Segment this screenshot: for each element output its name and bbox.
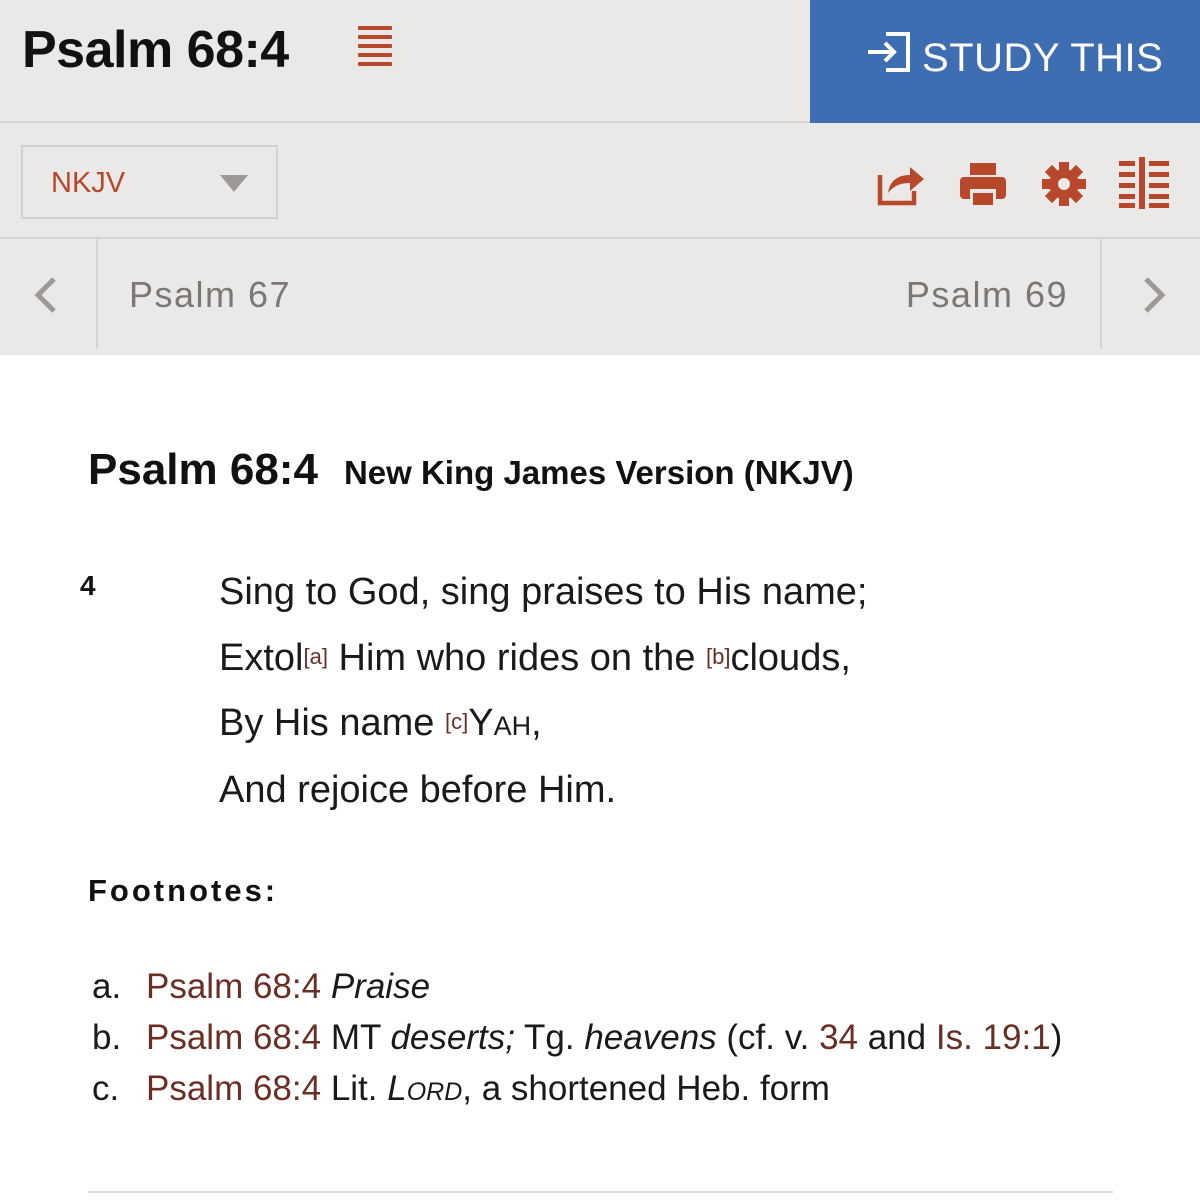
verse-text-segment: Extol — [219, 636, 304, 679]
verse-line: Sing to God, sing praises to His name; — [219, 571, 868, 613]
footnote-marker-b[interactable]: [b] — [706, 643, 731, 669]
footnotes-title: Footnotes: — [88, 873, 279, 908]
previous-chapter-button[interactable] — [0, 239, 98, 349]
footnote-text: (cf. v. — [716, 1018, 820, 1057]
page-title: Psalm 68:4 — [22, 21, 289, 79]
verse-number: 4 — [80, 570, 96, 601]
study-this-button[interactable] — [810, 0, 1200, 123]
previous-chapter-link[interactable]: Psalm 67 — [129, 274, 292, 315]
footnote-reference-link[interactable]: Psalm 68:4 — [146, 1069, 322, 1108]
footnote-text: , a shortened Heb. form — [462, 1069, 830, 1108]
version-select-value: NKJV — [51, 167, 126, 199]
footnote-reference-link[interactable]: Psalm 68:4 — [146, 1018, 322, 1057]
footnote-item — [92, 1012, 1092, 1063]
verse-line — [219, 625, 867, 691]
footnote-letter: b. — [92, 1018, 122, 1057]
version-name: New King James Version (NKJV) — [343, 454, 854, 491]
chevron-down-icon — [220, 175, 248, 192]
verse-text-segment: clouds, — [730, 636, 851, 679]
chevron-right-icon — [1138, 275, 1170, 315]
study-enter-icon — [864, 30, 914, 74]
verse-text-segment: By His name — [219, 702, 445, 744]
footnote-text: ORD — [406, 1078, 463, 1106]
footnote-item — [92, 1063, 1092, 1118]
passage-heading — [88, 445, 854, 495]
verse-line: And rejoice before Him. — [219, 768, 617, 811]
footnote-text: heavens — [584, 1018, 717, 1057]
cross-reference-link[interactable]: Is. 19:1 — [935, 1018, 1051, 1057]
verse-text-segment: Him who rides on the — [327, 636, 707, 679]
toolbar — [0, 123, 1200, 239]
footnotes-list — [92, 961, 1092, 1118]
footnote-text: ) — [1050, 1018, 1063, 1057]
study-this-label: STUDY THIS — [922, 36, 1164, 80]
share-icon[interactable] — [876, 159, 926, 209]
version-select[interactable] — [21, 145, 278, 219]
verse-text — [219, 561, 867, 822]
footnote-text: deserts; — [390, 1018, 515, 1057]
print-icon[interactable] — [958, 159, 1008, 209]
footnote-text: Lit. — [321, 1069, 388, 1108]
footnote-letter: a. — [92, 967, 122, 1006]
divider — [88, 1191, 1113, 1193]
footnote-letter: c. — [92, 1069, 120, 1108]
verse-text-segment: AH — [493, 711, 532, 741]
verse-text-segment: , — [531, 702, 542, 744]
top-header — [0, 0, 1200, 123]
passage-reference: Psalm 68:4 — [88, 445, 318, 494]
footnote-marker-a[interactable]: [a] — [303, 643, 328, 669]
gear-icon[interactable] — [1039, 159, 1089, 209]
footnote-reference-link[interactable]: Psalm 68:4 — [146, 967, 322, 1006]
footnote-text: MT — [321, 1018, 391, 1057]
chapter-navigation — [0, 239, 1200, 355]
cross-reference-link[interactable]: 34 — [819, 1018, 859, 1057]
verse-text-segment: Y — [468, 702, 494, 744]
next-chapter-link[interactable]: Psalm 69 — [905, 274, 1068, 315]
footnote-text: Tg. — [514, 1018, 585, 1057]
verse-line — [219, 690, 867, 759]
chevron-left-icon — [30, 275, 62, 315]
footnote-item — [92, 961, 1092, 1012]
footnote-text: L — [387, 1069, 407, 1108]
next-chapter-button[interactable] — [1100, 239, 1200, 349]
chapter-menu-icon[interactable] — [358, 26, 392, 70]
footnote-marker-c[interactable]: [c] — [444, 709, 469, 734]
footnote-text: and — [858, 1018, 936, 1057]
footnote-text: Praise — [330, 967, 431, 1006]
parallel-columns-icon[interactable] — [1119, 157, 1171, 209]
